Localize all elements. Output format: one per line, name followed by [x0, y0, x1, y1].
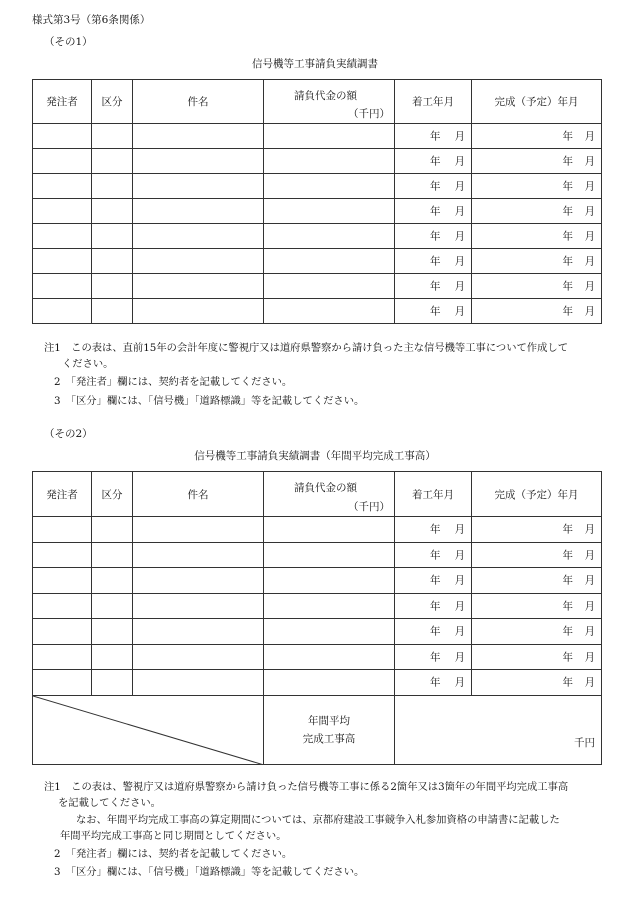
start-month-cell[interactable]: [395, 174, 472, 199]
month-label: 月: [584, 651, 595, 664]
month-label: 月: [454, 280, 465, 293]
amount-cell[interactable]: [264, 199, 395, 224]
year-label: 年: [562, 155, 573, 168]
part1-label: （その1）: [44, 36, 93, 48]
amount-cell[interactable]: [264, 299, 395, 324]
category-cell[interactable]: [92, 274, 133, 299]
month-label: 月: [584, 676, 595, 689]
start-month-cell[interactable]: [395, 274, 472, 299]
month-label: 月: [584, 180, 595, 193]
month-label: 月: [454, 155, 465, 168]
table-row: [33, 670, 602, 696]
subject-cell[interactable]: [133, 644, 264, 670]
table-row: [33, 149, 602, 174]
month-label: 月: [454, 180, 465, 193]
month-label: 月: [454, 574, 465, 587]
amount-cell[interactable]: [264, 124, 395, 149]
completion-month-cell[interactable]: [472, 224, 602, 249]
category-cell[interactable]: [92, 174, 133, 199]
orderer-cell[interactable]: [33, 568, 92, 594]
orderer-cell[interactable]: [33, 299, 92, 324]
col-start-month: 着工年月: [395, 80, 472, 124]
part1-note-3: 3 「区分」欄には、「信号機」「道路標識」等を記載してください。: [54, 395, 365, 407]
col-contract-amount: [264, 472, 395, 517]
year-label: 年: [430, 205, 441, 218]
month-label: 月: [584, 255, 595, 268]
subject-cell[interactable]: [133, 568, 264, 594]
year-label: 年: [562, 676, 573, 689]
month-label: 月: [584, 600, 595, 613]
year-label: 年: [430, 651, 441, 664]
start-month-cell[interactable]: [395, 299, 472, 324]
table-row: [33, 619, 602, 645]
start-month-cell[interactable]: [395, 593, 472, 619]
category-cell[interactable]: [92, 249, 133, 274]
amount-cell[interactable]: [264, 249, 395, 274]
completion-month-cell[interactable]: [472, 593, 602, 619]
summary-diagonal-cell: [33, 695, 264, 764]
subject-cell[interactable]: [133, 299, 264, 324]
month-label: 月: [454, 305, 465, 318]
subject-cell[interactable]: [133, 199, 264, 224]
category-cell[interactable]: [92, 299, 133, 324]
month-label: 月: [584, 230, 595, 243]
category-cell[interactable]: [92, 517, 133, 543]
start-month-cell[interactable]: [395, 542, 472, 568]
year-label: 年: [430, 676, 441, 689]
table-row: [33, 542, 602, 568]
month-label: 月: [454, 523, 465, 536]
amount-cell[interactable]: [264, 619, 395, 645]
year-label: 年: [430, 625, 441, 638]
year-label: 年: [562, 230, 573, 243]
col-contract-amount: [264, 80, 395, 124]
table-row: [33, 568, 602, 594]
category-cell[interactable]: [92, 542, 133, 568]
month-label: 月: [454, 205, 465, 218]
col-orderer: 発注者: [33, 80, 92, 124]
amount-cell[interactable]: [264, 644, 395, 670]
year-label: 年: [562, 205, 573, 218]
year-label: 年: [430, 523, 441, 536]
amount-cell[interactable]: [264, 593, 395, 619]
year-label: 年: [430, 180, 441, 193]
subject-cell[interactable]: [133, 149, 264, 174]
month-label: 月: [584, 205, 595, 218]
table-row: [33, 644, 602, 670]
month-label: 月: [454, 600, 465, 613]
part2-title: 信号機等工事請負実績調書（年間平均完成工事高）: [194, 450, 436, 462]
subject-cell[interactable]: [133, 670, 264, 696]
part1-table: [32, 79, 602, 324]
category-cell[interactable]: [92, 593, 133, 619]
completion-month-cell[interactable]: [472, 568, 602, 594]
month-label: 月: [454, 130, 465, 143]
category-cell[interactable]: [92, 644, 133, 670]
year-label: 年: [430, 130, 441, 143]
part2-note-3: 3 「区分」欄には、「信号機」「道路標識」等を記載してください。: [54, 866, 365, 878]
completion-month-cell[interactable]: [472, 670, 602, 696]
month-label: 月: [584, 305, 595, 318]
month-label: 月: [584, 130, 595, 143]
table-row: [33, 224, 602, 249]
year-label: 年: [562, 574, 573, 587]
year-label: 年: [430, 549, 441, 562]
year-label: 年: [562, 305, 573, 318]
start-month-cell[interactable]: [395, 124, 472, 149]
subject-cell[interactable]: [133, 124, 264, 149]
year-label: 年: [430, 600, 441, 613]
completion-month-cell[interactable]: [472, 517, 602, 543]
part1-note-1b: ください。: [62, 358, 114, 370]
start-month-cell[interactable]: [395, 149, 472, 174]
form-number: 様式第3号（第6条関係）: [32, 14, 151, 26]
completion-month-cell[interactable]: [472, 149, 602, 174]
col-completion-month: 完成（予定）年月: [472, 472, 602, 517]
year-label: 年: [430, 305, 441, 318]
completion-month-cell[interactable]: [472, 299, 602, 324]
part2-note-1c: なお、年間平均完成工事高の算定期間については、京都府建設工事競争入札参加資格の申請書に記載した: [76, 814, 560, 826]
subject-cell[interactable]: [133, 174, 264, 199]
month-label: 月: [454, 255, 465, 268]
month-label: 月: [584, 280, 595, 293]
category-cell[interactable]: [92, 124, 133, 149]
year-label: 年: [562, 180, 573, 193]
year-label: 年: [562, 651, 573, 664]
orderer-cell[interactable]: [33, 174, 92, 199]
subject-cell[interactable]: [133, 542, 264, 568]
month-label: 月: [454, 676, 465, 689]
table-row: [33, 174, 602, 199]
table-row: [33, 593, 602, 619]
col-subject: 件名: [133, 80, 264, 124]
category-cell[interactable]: [92, 149, 133, 174]
part2-note-2: 2 「発注者」欄には、契約者を記載してください。: [54, 848, 293, 860]
orderer-cell[interactable]: [33, 224, 92, 249]
col-completion-month: 完成（予定）年月: [472, 80, 602, 124]
part2-table: [32, 471, 602, 765]
completion-month-cell[interactable]: [472, 249, 602, 274]
subject-cell[interactable]: [133, 249, 264, 274]
col-orderer: 発注者: [33, 472, 92, 517]
start-month-cell[interactable]: [395, 517, 472, 543]
year-label: 年: [562, 549, 573, 562]
subject-cell[interactable]: [133, 619, 264, 645]
subject-cell[interactable]: [133, 517, 264, 543]
table-row: [33, 517, 602, 543]
part2-note-1d: 年間平均完成工事高と同じ期間としてください。: [60, 830, 287, 842]
col-category: 区分: [92, 472, 133, 517]
col-category: 区分: [92, 80, 133, 124]
orderer-cell[interactable]: [33, 249, 92, 274]
month-label: 月: [584, 625, 595, 638]
orderer-cell[interactable]: [33, 124, 92, 149]
completion-month-cell[interactable]: [472, 174, 602, 199]
table-row: [33, 274, 602, 299]
amount-cell[interactable]: [264, 568, 395, 594]
category-cell[interactable]: [92, 199, 133, 224]
amount-cell[interactable]: [264, 542, 395, 568]
part1-note-1: 注1 この表は、直前15年の会計年度に警視庁又は道府県警察から請け負った主な信号機等工事について作成して: [44, 342, 568, 354]
table-row: [33, 124, 602, 149]
orderer-cell[interactable]: [33, 517, 92, 543]
part1-note-2: 2 「発注者」欄には、契約者を記載してください。: [54, 376, 293, 388]
part2-note-1: 注1 この表は、警視庁又は道府県警察から請け負った信号機等工事に係る2箇年又は3箇年の年間平均完成工事高: [44, 781, 569, 793]
amount-cell[interactable]: [264, 517, 395, 543]
completion-month-cell[interactable]: [472, 542, 602, 568]
diagonal-line: [33, 696, 264, 765]
part2-note-1b: を記載してください。: [58, 797, 161, 809]
subject-cell[interactable]: [133, 224, 264, 249]
month-label: 月: [584, 549, 595, 562]
amount-cell[interactable]: [264, 670, 395, 696]
orderer-cell[interactable]: [33, 274, 92, 299]
summary-value-cell: [395, 695, 602, 764]
table-row: [33, 249, 602, 274]
year-label: 年: [430, 280, 441, 293]
subject-cell[interactable]: [133, 593, 264, 619]
start-month-cell[interactable]: [395, 249, 472, 274]
summary-label-cell: [264, 695, 395, 764]
start-month-cell[interactable]: [395, 644, 472, 670]
year-label: 年: [430, 574, 441, 587]
year-label: 年: [430, 230, 441, 243]
completion-month-cell[interactable]: [472, 274, 602, 299]
summary-label-line1: 年間平均: [308, 714, 350, 727]
category-cell[interactable]: [92, 619, 133, 645]
month-label: 月: [454, 625, 465, 638]
category-cell[interactable]: [92, 224, 133, 249]
col-start-month: 着工年月: [395, 472, 472, 517]
table-row: [33, 199, 602, 224]
contract-amount-unit: （千円）: [348, 108, 390, 120]
start-month-cell[interactable]: [395, 224, 472, 249]
start-month-cell[interactable]: [395, 670, 472, 696]
contract-amount-label: 請負代金の額: [294, 90, 357, 102]
category-cell[interactable]: [92, 670, 133, 696]
month-label: 月: [584, 574, 595, 587]
orderer-cell[interactable]: [33, 149, 92, 174]
orderer-cell[interactable]: [33, 593, 92, 619]
orderer-cell[interactable]: [33, 542, 92, 568]
month-label: 月: [454, 651, 465, 664]
summary-unit: 千円: [574, 736, 595, 749]
month-label: 月: [454, 549, 465, 562]
year-label: 年: [430, 255, 441, 268]
orderer-cell[interactable]: [33, 619, 92, 645]
completion-month-cell[interactable]: [472, 619, 602, 645]
col-subject: 件名: [133, 472, 264, 517]
contract-amount-label: 請負代金の額: [294, 482, 357, 494]
year-label: 年: [562, 280, 573, 293]
amount-cell[interactable]: [264, 224, 395, 249]
start-month-cell[interactable]: [395, 619, 472, 645]
completion-month-cell[interactable]: [472, 644, 602, 670]
amount-cell[interactable]: [264, 274, 395, 299]
part2-label: （その2）: [44, 428, 93, 440]
year-label: 年: [562, 523, 573, 536]
orderer-cell[interactable]: [33, 670, 92, 696]
month-label: 月: [454, 230, 465, 243]
month-label: 月: [584, 523, 595, 536]
year-label: 年: [430, 155, 441, 168]
amount-cell[interactable]: [264, 149, 395, 174]
year-label: 年: [562, 130, 573, 143]
category-cell[interactable]: [92, 568, 133, 594]
year-label: 年: [562, 600, 573, 613]
part1-title: 信号機等工事請負実績調書: [252, 58, 378, 70]
start-month-cell[interactable]: [395, 199, 472, 224]
contract-amount-unit: （千円）: [348, 501, 390, 513]
amount-cell[interactable]: [264, 174, 395, 199]
year-label: 年: [562, 625, 573, 638]
month-label: 月: [584, 155, 595, 168]
year-label: 年: [562, 255, 573, 268]
table-row: [33, 299, 602, 324]
summary-label-line2: 完成工事高: [302, 732, 356, 745]
completion-month-cell[interactable]: [472, 124, 602, 149]
completion-month-cell[interactable]: [472, 199, 602, 224]
start-month-cell[interactable]: [395, 568, 472, 594]
subject-cell[interactable]: [133, 274, 264, 299]
orderer-cell[interactable]: [33, 644, 92, 670]
orderer-cell[interactable]: [33, 199, 92, 224]
